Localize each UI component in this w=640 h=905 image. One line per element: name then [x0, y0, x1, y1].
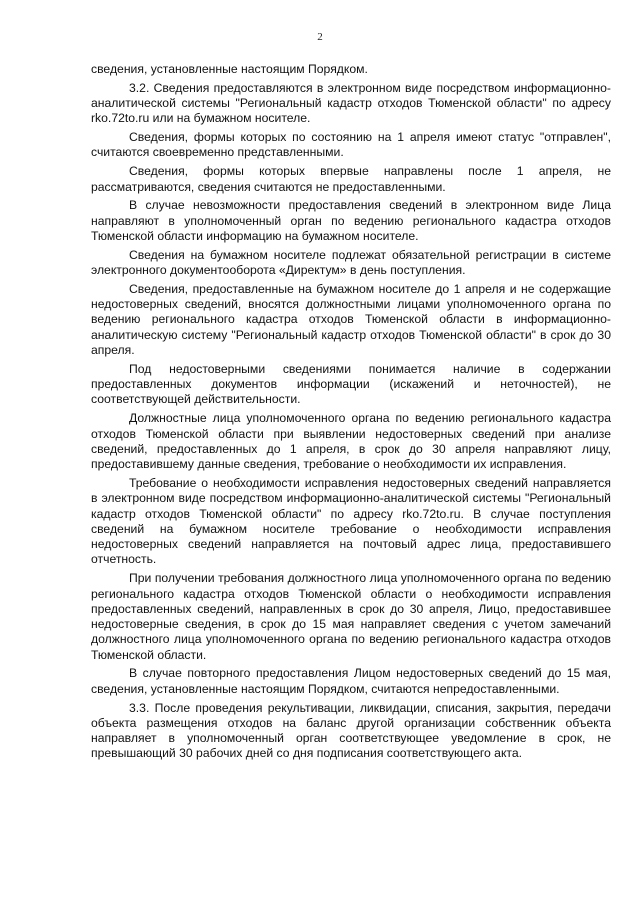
paragraph-officials-check: Должностные лица уполномоченного органа по ведению регионального кадастра отходов Тюменской области при выявлении недостоверных сведений при анализе сведений, предоставленных до 1 апреля, в срок до 30 апреля направляют лицу, предоставившему данные сведения, требование о необходимости их исправления.	[91, 411, 611, 472]
document-body	[91, 62, 611, 765]
page-number: 2	[317, 31, 323, 43]
paragraph-late-forms: Сведения, формы которых впервые направлены после 1 апреля, не рассматриваются, сведения считаются не предоставленными.	[91, 164, 611, 194]
paragraph-continuation: сведения, установленные настоящим Порядком.	[91, 62, 368, 76]
paragraph-definition: Под недостоверными сведениями понимается наличие в содержании предоставленных документов информации (искажений и неточностей), не соответствующей действительности.	[91, 361, 611, 407]
paragraph-paper-submission: В случае невозможности предоставления сведений в электронном виде Лица направляют в уполномоченный орган по ведению регионального кадастра отходов Тюменской области информацию на бумажном носителе.	[91, 198, 611, 243]
paragraph-registration: Сведения на бумажном носителе подлежат обязательной регистрации в системе электронного документооборота «Директум» в день поступления.	[91, 247, 611, 278]
paragraph-status-sent: Сведения, формы которых по состоянию на 1 апреля имеют статус "отправлен", считаются своевременно представленными.	[91, 130, 611, 160]
paragraph-3-3: 3.3. После проведения рекультивации, ликвидации, списания, закрытия, передачи объекта размещения отходов на баланс другой организации собственник объекта направляет в уполномоченный орган соответствующее уведомление в срок, не превышающий 30 рабочих дней со дня подписания соответствующего акта.	[91, 700, 611, 761]
paragraph-correction-deadline: При получении требования должностного лица уполномоченного органа по ведению регионального кадастра отходов Тюменской области о необходимости исправления предоставленных сведений, направленных в срок до 30 апреля, Лицо, предоставившее недостоверные сведения, в срок до 15 мая направляет сведения с учетом замечаний должностного лица уполномоченного органа по ведению регионального кадастра отходов Тюменской области.	[91, 571, 611, 662]
paragraph-requirement: Требование о необходимости исправления недостоверных сведений направляется в электронном виде посредством информационно-аналитической системы "Региональный кадастр отходов Тюменской области" по адресу rko.72to.ru. В случае поступления сведений на бумажном носителе требование о необходимости исправления недостоверных сведений направляется на почтовый адрес лица, предоставившего отчетность.	[91, 475, 611, 567]
paragraph-repeat-invalid: В случае повторного предоставления Лицом недостоверных сведений до 15 мая, сведения, установленные настоящим Порядком, считаются непредоставленными.	[91, 666, 611, 696]
paragraph-paper-entry: Сведения, предоставленные на бумажном носителе до 1 апреля и не содержащие недостоверных сведений, вносятся должностными лицами уполномоченного органа по ведению регионального кадастра отходов Тюменской области в информационно-аналитическую систему "Региональный кадастр отходов Тюменской области" в срок до 30 апреля.	[91, 281, 611, 358]
paragraph-3-2: 3.2. Сведения предоставляются в электронном виде посредством информационно-аналитической системы "Региональный кадастр отходов Тюменской области" по адресу rko.72to.ru или на бумажном носителе.	[91, 80, 611, 126]
